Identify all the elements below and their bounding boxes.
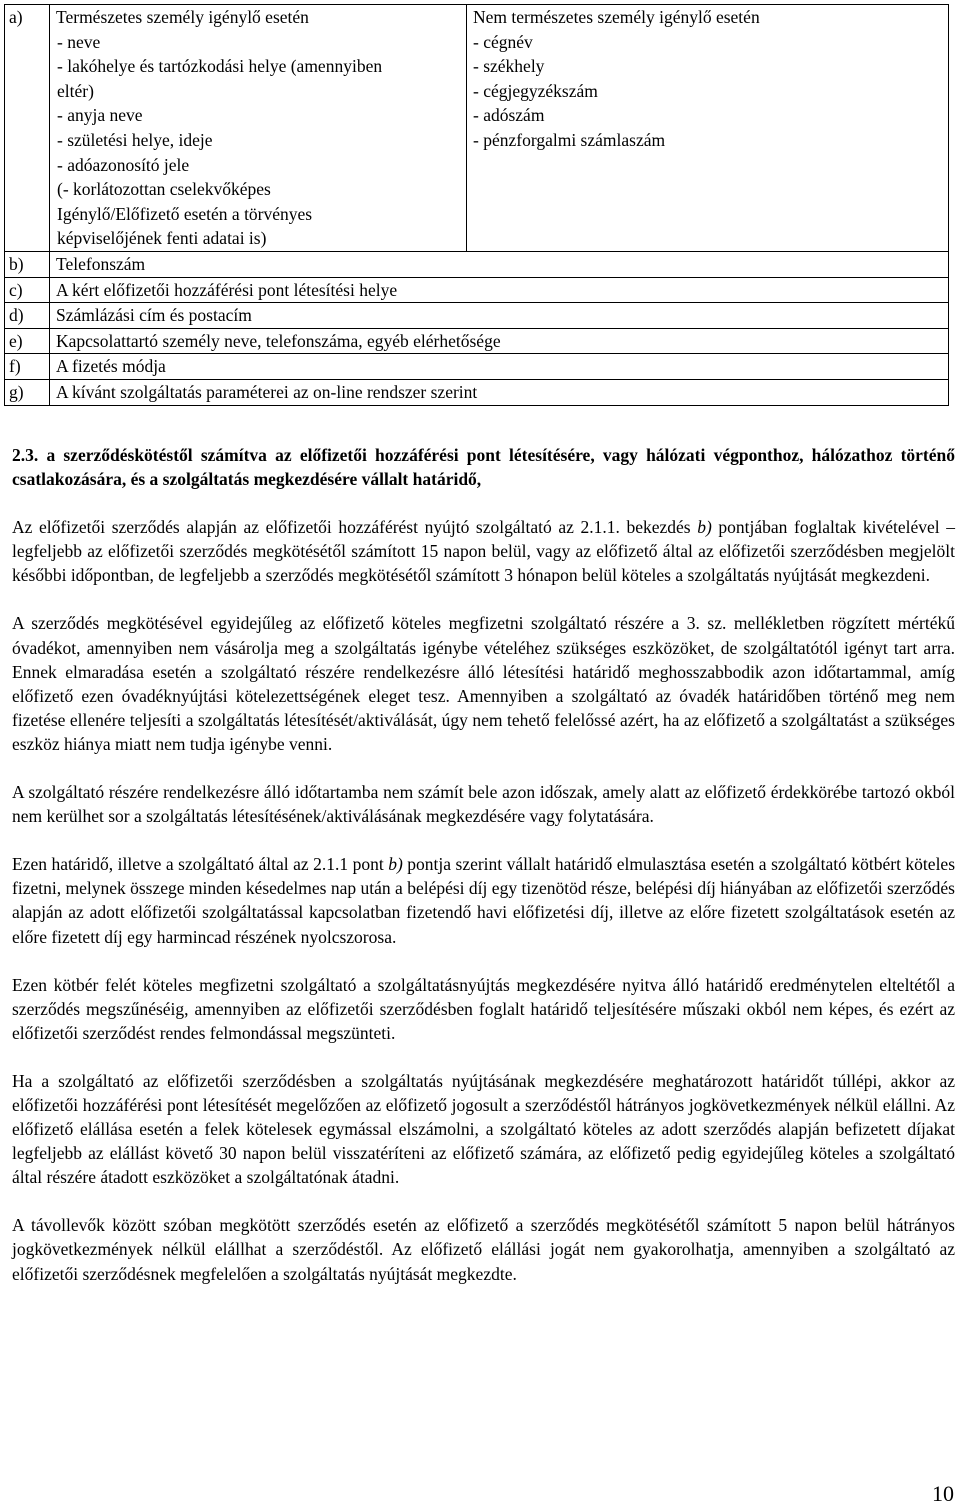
row-letter: g) <box>5 379 50 405</box>
natural-person-item: - lakóhelye és tartózkodási helye (amennyiben <box>57 56 383 77</box>
legal-person-item: - székhely <box>473 56 545 77</box>
legal-person-item: - pénzforgalmi számlaszám <box>473 129 666 150</box>
table-row <box>5 328 949 354</box>
paragraph-distance-contract: A távollevők között szóban megkötött szerződés esetén az előfizető a szerződés megkötésétől számított 5 napon belül hátrányos jogkövetkezmények nélkül elállhat a szerződéstől. Az előfizető elállási jogát nem gyakorolhatja, amennyiben a szolgáltató az előfizetői szerződésnek megfelelően a szolgáltatás nyújtását megkezdte. <box>12 1215 955 1284</box>
legal-person-cell <box>467 5 949 252</box>
legal-person-item: - adószám <box>473 105 545 126</box>
natural-person-item: - születési helye, ideje <box>57 129 213 150</box>
legal-person-header: Nem természetes személy igénylő esetén <box>473 7 760 27</box>
natural-person-item: eltér) <box>57 80 94 101</box>
paragraph-excluded-period: A szolgáltató részére rendelkezésre álló időtartamba nem számít bele azon időszak, amely alatt az előfizető érdekkörébe tartozó okból nem kerülhet sor a szolgáltatás létesítésének/aktiválásának megkezdésére vagy folytatására. <box>12 782 955 827</box>
row-letter-a: a) <box>5 5 50 252</box>
row-letter: b) <box>5 251 50 277</box>
natural-person-item: képviselőjének fenti adatai is) <box>57 228 267 249</box>
paragraph-text: pontja szerint vállalt határidő elmulasztása esetén a szolgáltató kötbért köteles fizetni, melynek összege minden késedelmes nap után a belépési díj egy tizenötöd része, belépési díj hiányában az előfizetői szerződés alapján az adott előfizetői szolgáltatással kapcsolatban fizetendő havi előfizetési díj, illetve az előre fizetett szolgáltatások esetén az előre fizetett díj egy harmincad részének nyolcszorosa. <box>12 854 956 947</box>
section-2-3 <box>12 443 955 1310</box>
page-number: 10 <box>932 1481 954 1506</box>
natural-person-item: (- korlátozottan cselekvőképes <box>57 179 271 200</box>
paragraph-deposit: A szerződés megkötésével egyidejűleg az előfizető köteles megfizetni szolgáltató részére a 3. sz. mellékletben rögzített mértékű óvadékot, amennyiben nem vásárolja meg a szolgáltatás igénybe vételéhez szükséges eszközöket, de szolgáltatótól igényt tart arra. Ennek elmaradása esetén a szolgáltató részére rendelkezésre álló létesítési határidő meghosszabbodik azon időtartammal, amíg előfizető ezen óvadéknyújtási kötelezettségének eleget tesz. Amennyiben a szolgáltató az óvadék határidőben történő meg nem fizetése ellenére teljesíti a szolgáltatás létesítését/aktiválását, úgy nem tehető felelőssé azért, ha az előfizető a szolgáltatást a szükséges eszköz hiánya miatt nem tudja igénybe venni. <box>12 613 955 754</box>
paragraph-half-penalty: Ezen kötbér felét köteles megfizetni szolgáltató a szolgáltatásnyújtás megkezdésére nyitva álló határidő eredménytelen elteltétől a szerződés megszűnéséig, amennyiben az előfizetői szerződésben foglalt határidő teljesítésére műszaki okból nem képes, és ezért az előfizetői szerződést rendes felmondással megszünteti. <box>12 974 955 1043</box>
paragraph-withdrawal: Ha a szolgáltató az előfizetői szerződésben a szolgáltatás nyújtásának megkezdésére meghatározott határidőt túllépi, akkor az előfizetői hozzáférési pont létesítését megelőzően az előfizető jogosult a szerződéstől hátrányos jogkövetkezmények nélkül elállni. Az előfizető elállása esetén a felek kötelesek egymással elszámolni, a szolgáltató köteles az adott szerződés alapján befizetett díjakat legfeljebb az elállást követő 30 napon belül visszatéríteni az előfizető számára, az előfizető pedig egyidejűleg köteles a szolgáltató által részére átadott eszközöket a szolgáltatónak átadni. <box>12 1070 955 1188</box>
section-heading: 2.3. a szerződéskötéstől számítva az előfizetői hozzáférési pont létesítésére, vagy hálózati végponthoz, hálózathoz történő csatlakozására, és a szolgáltatás megkezdésére vállalt határidő, <box>12 445 955 490</box>
requirements-table <box>4 4 949 406</box>
table-row <box>5 303 949 329</box>
row-text: Telefonszám <box>50 251 949 277</box>
legal-person-item: - cégjegyzékszám <box>473 80 598 101</box>
table-row <box>5 277 949 303</box>
row-text: A fizetés módja <box>50 354 949 380</box>
row-text: Kapcsolattartó személy neve, telefonszáma, egyéb elérhetősége <box>50 328 949 354</box>
paragraph-text: pontjában foglaltak kivételével – legfeljebb az előfizetői szerződés megkötésétől számított 15 napon belül, vagy az előfizető által az előfizetői szerződésben megjelölt későbbi időpontban, de legfeljebb a szerződés megkötésétől számított 3 hónapon belül köteles a szolgáltatás nyújtását megkezdeni. <box>12 517 955 586</box>
legal-person-item: - cégnév <box>473 31 533 52</box>
paragraph-penalty <box>12 852 955 948</box>
row-letter: f) <box>5 354 50 380</box>
paragraph-text: Az előfizetői szerződés alapján az előfizetői hozzáférést nyújtó szolgáltató az 2.1.1. bekezdés <box>12 517 698 538</box>
row-text: A kért előfizetői hozzáférési pont létesítési helye <box>50 277 949 303</box>
natural-person-item: - adóazonosító jele <box>57 154 190 175</box>
row-letter: c) <box>5 277 50 303</box>
row-letter: e) <box>5 328 50 354</box>
paragraph-deadline <box>12 515 955 587</box>
natural-person-item: - neve <box>57 31 101 52</box>
table-row <box>5 379 949 405</box>
natural-person-item: Igénylő/Előfizető esetén a törvényes <box>57 203 313 224</box>
natural-person-item: - anyja neve <box>57 105 143 126</box>
table-row <box>5 354 949 380</box>
row-letter: d) <box>5 303 50 329</box>
point-reference: b) <box>697 517 712 538</box>
natural-person-header: Természetes személy igénylő esetén <box>56 7 309 27</box>
point-reference: b) <box>388 854 403 875</box>
row-text: A kívánt szolgáltatás paraméterei az on-line rendszer szerint <box>50 379 949 405</box>
paragraph-text: Ezen határidő, illetve a szolgáltató által az 2.1.1 pont <box>12 854 389 875</box>
natural-person-cell <box>50 5 467 252</box>
table-row-a <box>5 5 949 252</box>
row-text: Számlázási cím és postacím <box>50 303 949 329</box>
table-row <box>5 251 949 277</box>
